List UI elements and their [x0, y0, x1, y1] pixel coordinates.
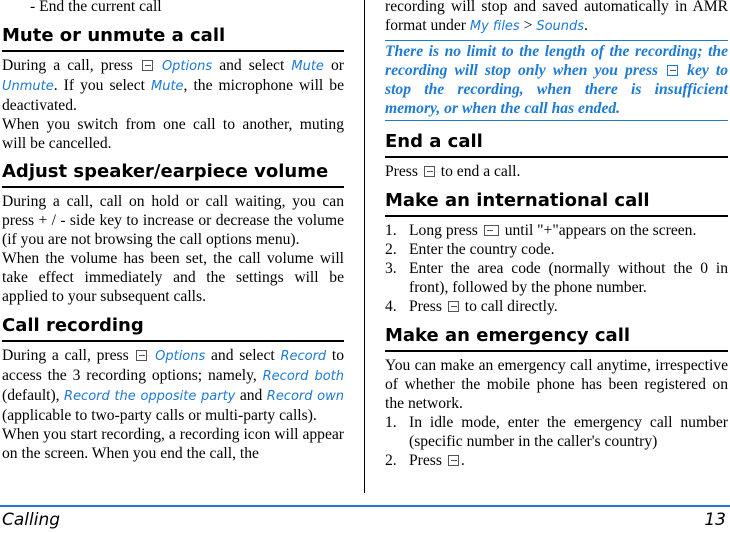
mute-keyword-2: Mute: [150, 79, 184, 94]
international-steps: [385, 221, 728, 316]
list-item: 4. Press to call directly.: [385, 298, 558, 315]
left-softkey-icon: [142, 60, 153, 71]
section-heading-volume: Adjust speaker/earpiece volume: [2, 161, 344, 188]
section-heading-international: Make an international call: [385, 190, 728, 217]
section-heading-emergency: Make an emergency call: [385, 325, 728, 352]
section-heading-recording: Call recording: [2, 315, 344, 342]
section-heading-mute: Mute or unmute a call: [2, 25, 344, 52]
list-item: 2. Press .: [385, 452, 465, 469]
emergency-steps: [385, 413, 728, 470]
mute-paragraph-1: During a call, press Options and select Mute or Unmute. If you select Mute, the microphone will be deactivated.: [2, 57, 344, 114]
page-number: 13: [704, 510, 726, 530]
call-key-icon: [448, 455, 459, 466]
end-call-paragraph: Press to end a call.: [385, 163, 521, 180]
volume-paragraph-1: During a call, call on hold or call waiting, you can press + / - side key to increase or decrease the volume (if you are not browsing the call options menu).: [2, 193, 344, 248]
record-keyword: Record: [280, 349, 327, 364]
emergency-paragraph: You can make an emergency call anytime, irrespective of whether the mobile phone has been registered on the network.: [385, 357, 728, 412]
mute-paragraph-2: When you switch from one call to another, muting will be cancelled.: [2, 116, 344, 152]
footer-rule: [0, 505, 730, 507]
recording-note: There is no limit to the length of the recording; the recording will stop only when you press key to stop the recording, when there is insufficient memory, or when the call has ended.: [385, 40, 728, 121]
mute-keyword: Mute: [291, 59, 324, 74]
call-key-icon: [448, 301, 459, 312]
right-column: [385, 0, 728, 470]
zero-plus-key-icon: [484, 225, 499, 236]
recording-paragraph-2: When you start recording, a recording icon will appear on the screen. When you end the call, the: [2, 426, 344, 462]
list-item: 1. Long press until "+"appears on the screen.: [385, 222, 697, 239]
record-own-keyword: Record own: [266, 389, 345, 404]
list-item: 1. In idle mode, enter the emergency call number (specific number in the caller's country): [385, 414, 728, 450]
list-item: 2. Enter the country code.: [385, 241, 555, 258]
right-softkey-icon: [667, 65, 678, 76]
recording-continued: recording will stop and saved automatically in AMR format under My files > Sounds.: [385, 0, 728, 34]
end-call-key-icon: [424, 166, 435, 177]
record-both-keyword: Record both: [262, 369, 345, 384]
unmute-keyword: Unmute: [2, 79, 54, 94]
options-keyword: Options: [155, 349, 206, 364]
sounds-keyword: Sounds: [536, 19, 585, 34]
recording-paragraph-1: During a call, press Options and select Record to access the 3 recording options; namely, Record both (default), Record the opposite party and Record own (applicable to two-party calls or multi-party calls).: [2, 347, 345, 424]
column-divider: [364, 0, 365, 493]
record-opposite-keyword: Record the opposite party: [64, 389, 236, 404]
volume-paragraph-2: When the volume has been set, the call volume will take effect immediately and the settings will be applied to your subsequent calls.: [2, 250, 344, 305]
list-item: 3. Enter the area code (normally without the 0 in front), followed by the phone number.: [385, 260, 728, 296]
intro-list-item: - End the current call: [30, 0, 162, 15]
left-softkey-icon: [136, 350, 147, 361]
my-files-keyword: My files: [469, 19, 520, 34]
footer-section-title: Calling: [2, 510, 61, 530]
left-column: [2, 0, 344, 463]
options-keyword: Options: [161, 59, 213, 74]
section-heading-end-call: End a call: [385, 131, 728, 158]
